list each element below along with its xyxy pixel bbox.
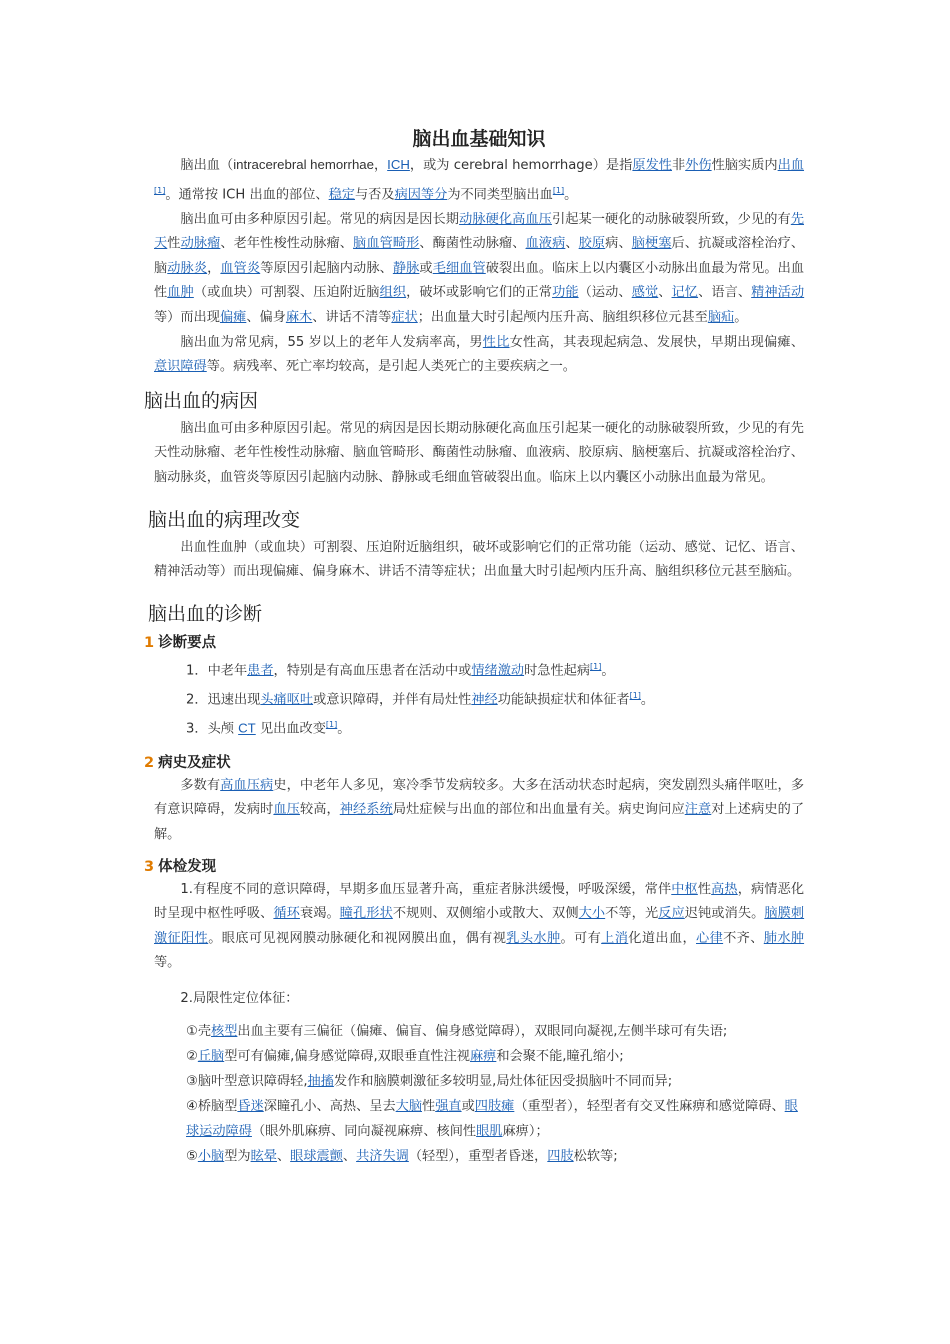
link-paralysis[interactable]: 麻痹	[469, 1049, 497, 1065]
citation-ref[interactable]: [1]	[590, 661, 602, 671]
link-herniation[interactable]: 脑疝	[707, 309, 735, 325]
link-size[interactable]: 大小	[578, 906, 606, 922]
link-capillary[interactable]: 毛细血管	[432, 260, 486, 276]
list-item: ⑤小脑型为眩晕、眼球震颤、共济失调（轻型），重型者昏迷，四肢松软等;	[186, 1149, 618, 1165]
link-tissue[interactable]: 组织	[379, 285, 407, 301]
link-sensation[interactable]: 感觉	[631, 285, 659, 301]
link-meningeal[interactable]: 脑膜刺激征阳性	[154, 906, 805, 946]
link-vasculitis[interactable]: 血管炎	[220, 260, 261, 276]
exam-paragraph: 1.有程度不同的意识障碍，早期多血压显著升高，重症者脉洪缓慢，呼吸深缓，常伴中枢性高热，病情恶化时呈现中枢性呼吸、循环衰竭。瞳孔形状不规则、双侧缩小或散大、双侧大小不等，光反应迟钝或消失。脑膜刺激征阳性。眼底可见视网膜动脉硬化和视网膜出血，偶有视乳头水肿。可有上消化道出血，心律不齐、肺水肿等。	[154, 881, 805, 971]
link-high-fever[interactable]: 高热	[711, 881, 738, 897]
link-cerebellum[interactable]: 小脑	[197, 1149, 225, 1165]
link-memory[interactable]: 记忆	[671, 285, 699, 301]
link-upper-gi[interactable]: 上消	[601, 930, 629, 946]
list-item: ④桥脑型昏迷深瞳孔小、高热、呈去大脑性强直或四肢瘫（重型者），轻型者有交叉性麻痹和感觉障碍、眼球运动障碍（眼外肌麻痹、同向凝视麻痹、核间性眼肌麻痹）；	[186, 1099, 798, 1140]
list-item: ①壳核型出血主要有三偏征（偏瘫、偏盲、偏身感觉障碍），双眼同向凝视,左侧半球可有失语;	[186, 1024, 728, 1040]
link-ataxia[interactable]: 共济失调	[356, 1149, 409, 1165]
list-item: ②丘脑型可有偏瘫,偏身感觉障碍,双眼垂直性注视麻痹和会聚不能,瞳孔缩小;	[186, 1049, 624, 1065]
link-consciousness[interactable]: 意识障碍	[154, 359, 207, 375]
section-heading-pathology: 脑出血的病理改变	[148, 508, 301, 531]
link-hemiplegia[interactable]: 偏瘫	[219, 309, 247, 325]
link-eye-movement[interactable]: 眼球运动障碍	[186, 1099, 798, 1140]
link-symptoms[interactable]: 症状	[391, 309, 418, 325]
link-papilledema[interactable]: 乳头水肿	[506, 930, 561, 946]
link-bleeding[interactable]: 出血	[777, 158, 805, 173]
link-blood-disease[interactable]: 血液病	[525, 236, 566, 252]
cause-paragraph: 脑出血可由多种原因引起。常见的病因是因长期动脉硬化高血压引起某一硬化的动脉破裂所致，少见的有先天性动脉瘤、老年性梭性动脉瘤、脑血管畸形、酶菌性动脉瘤、血液病、胶原病、脑梗塞后、抗凝或溶栓治疗、脑动脉炎，血管炎等原因引起脑内动脉、静脉或毛细血管破裂出血。临床上以内囊区小动脉出血最为常见。	[154, 420, 804, 485]
link-putamen-type[interactable]: 核型	[211, 1024, 238, 1040]
citation-ref[interactable]: [1]	[629, 691, 641, 701]
subheading-history: 2 病史及症状	[144, 754, 231, 771]
link-coma[interactable]: 昏迷	[237, 1099, 264, 1115]
list-item: 3．头颅 CT 见出血改变[1]。	[186, 720, 351, 737]
link-ct[interactable]: CT	[238, 720, 256, 736]
intro-paragraph-1: 脑出血（intracerebral hemorrhae，ICH，或为 cerebral hemorrhage）是指原发性非外伤性脑实质内出血[1]。通常按 ICH 出血的部位、稳定与否及病因等分为不同类型脑出血[1]。	[154, 157, 805, 202]
link-cerebrum[interactable]: 大脑	[395, 1099, 423, 1115]
link-vein[interactable]: 静脉	[392, 260, 420, 276]
link-mental-activity[interactable]: 精神活动	[751, 285, 805, 301]
intro-paragraph-2: 脑出血可由多种原因引起。常见的病因是因长期动脉硬化高血压引起某一硬化的动脉破裂所致，少见的有先天性动脉瘤、老年性梭性动脉瘤、脑血管畸形、酶菌性动脉瘤、血液病、胶原病、脑梗塞后、抗凝或溶栓治疗、脑动脉炎，血管炎等原因引起脑内动脉、静脉或毛细血管破裂出血。临床上以内囊区小动脉出血最为常见。出血性血肿（或血块）可割裂、压迫附近脑组织，破坏或影响它们的正常功能（运动、感觉、记忆、语言、精神活动等）而出现偏瘫、偏身麻木、讲话不清等症状；出血量大时引起颅内压升高、脑组织移位元甚至脑疝。	[154, 211, 805, 325]
link-collagen[interactable]: 胶原	[578, 236, 606, 252]
citation-ref[interactable]: [1]	[154, 185, 166, 195]
link-function[interactable]: 功能	[552, 285, 579, 301]
link-arteritis[interactable]: 动脉炎	[167, 260, 208, 276]
link-hypertension[interactable]: 高血压病	[220, 777, 274, 793]
link-thalamus[interactable]: 丘脑	[197, 1049, 225, 1065]
subheading-key-points: 1 诊断要点	[144, 634, 217, 651]
link-attention[interactable]: 注意	[684, 802, 712, 818]
link-sex-ratio[interactable]: 性比	[482, 334, 510, 350]
localization-lead: 2.局限性定位体征：	[180, 991, 299, 1007]
link-infarction[interactable]: 脑梗塞	[631, 236, 672, 252]
link-congenital[interactable]: 先天	[154, 211, 804, 252]
link-patient[interactable]: 患者	[247, 663, 274, 679]
link-ich[interactable]: ICH	[387, 157, 410, 172]
link-eye-muscle[interactable]: 眼肌	[476, 1124, 503, 1140]
link-arteriosclerosis[interactable]: 动脉硬化高血压	[459, 211, 552, 227]
link-etiology[interactable]: 病因等分	[394, 186, 448, 202]
link-rigidity[interactable]: 强直	[435, 1099, 462, 1115]
history-paragraph: 多数有高血压病史，中老年人多见，寒冷季节发病较多。大多在活动状态时起病，突发剧烈头痛伴呕吐，多有意识障碍，发病时血压较高，神经系统局灶症候与出血的部位和出血量有关。病史询问应注意对上述病史的了解。	[154, 777, 805, 843]
list-item: 1．中老年患者，特别是有高血压患者在活动中或情绪激动时急性起病[1]。	[186, 661, 615, 679]
link-nystagmus[interactable]: 眼球震颤	[290, 1149, 343, 1165]
link-pulmonary-edema[interactable]: 肺水肿	[763, 930, 805, 946]
link-emotion[interactable]: 情绪激动	[471, 663, 525, 679]
link-stable[interactable]: 稳定	[328, 186, 355, 202]
link-limbs[interactable]: 四肢	[547, 1149, 574, 1165]
link-nervous-system[interactable]: 神经系统	[339, 802, 393, 818]
link-reaction[interactable]: 反应	[658, 906, 685, 922]
pathology-paragraph: 出血性血肿（或血块）可割裂、压迫附近脑组织，破坏或影响它们的正常功能（运动、感觉、记忆、语言、精神活动等）而出现偏瘫、偏身麻木、讲话不清等症状；出血量大时引起颅内压升高、脑组织移位元甚至脑疝。	[154, 539, 804, 580]
link-heart-rhythm[interactable]: 心律	[696, 930, 724, 946]
intro-paragraph-3: 脑出血为常见病，55 岁以上的老年人发病率高，男性比女性高，其表现起病急、发展快，早期出现偏瘫、意识障碍等。病残率、死亡率均较高，是引起人类死亡的主要疾病之一。	[154, 334, 805, 375]
link-blood-pressure[interactable]: 血压	[273, 802, 300, 818]
list-item: ③脑叶型意识障碍轻,抽搐发作和脑膜刺激征多较明显,局灶体征因受损脑叶不同而异;	[186, 1074, 673, 1090]
link-central[interactable]: 中枢	[671, 881, 698, 897]
list-item: 2．迅速出现头痛呕吐或意识障碍，并伴有局灶性神经功能缺损症状和体征者[1]。	[186, 691, 655, 708]
link-pupil-shape[interactable]: 瞳孔形状	[339, 906, 393, 922]
page-title: 脑出血基础知识	[412, 128, 546, 150]
link-trauma[interactable]: 外伤	[685, 158, 712, 173]
link-malformation[interactable]: 脑血管畸形	[353, 236, 420, 252]
document-page	[144, 118, 805, 1169]
link-numbness[interactable]: 麻木	[285, 309, 313, 325]
link-nerve[interactable]: 神经	[471, 692, 498, 708]
link-hematoma[interactable]: 血肿	[167, 285, 194, 301]
link-aneurysm[interactable]: 动脉瘤	[180, 236, 221, 252]
link-circulation[interactable]: 循环	[273, 906, 300, 922]
link-quadriplegia[interactable]: 四肢瘫	[474, 1099, 515, 1115]
citation-ref[interactable]: [1]	[552, 185, 565, 195]
link-vertigo[interactable]: 眩晕	[250, 1149, 277, 1165]
subheading-exam: 3 体检发现	[144, 858, 217, 875]
section-heading-cause: 脑出血的病因	[144, 389, 259, 412]
section-heading-diagnosis: 脑出血的诊断	[148, 602, 263, 625]
link-headache-vomit[interactable]: 头痛呕吐	[260, 692, 314, 708]
link-primary[interactable]: 原发性	[632, 158, 672, 173]
link-convulsion[interactable]: 抽搐	[307, 1074, 334, 1090]
citation-ref[interactable]: [1]	[325, 720, 338, 730]
